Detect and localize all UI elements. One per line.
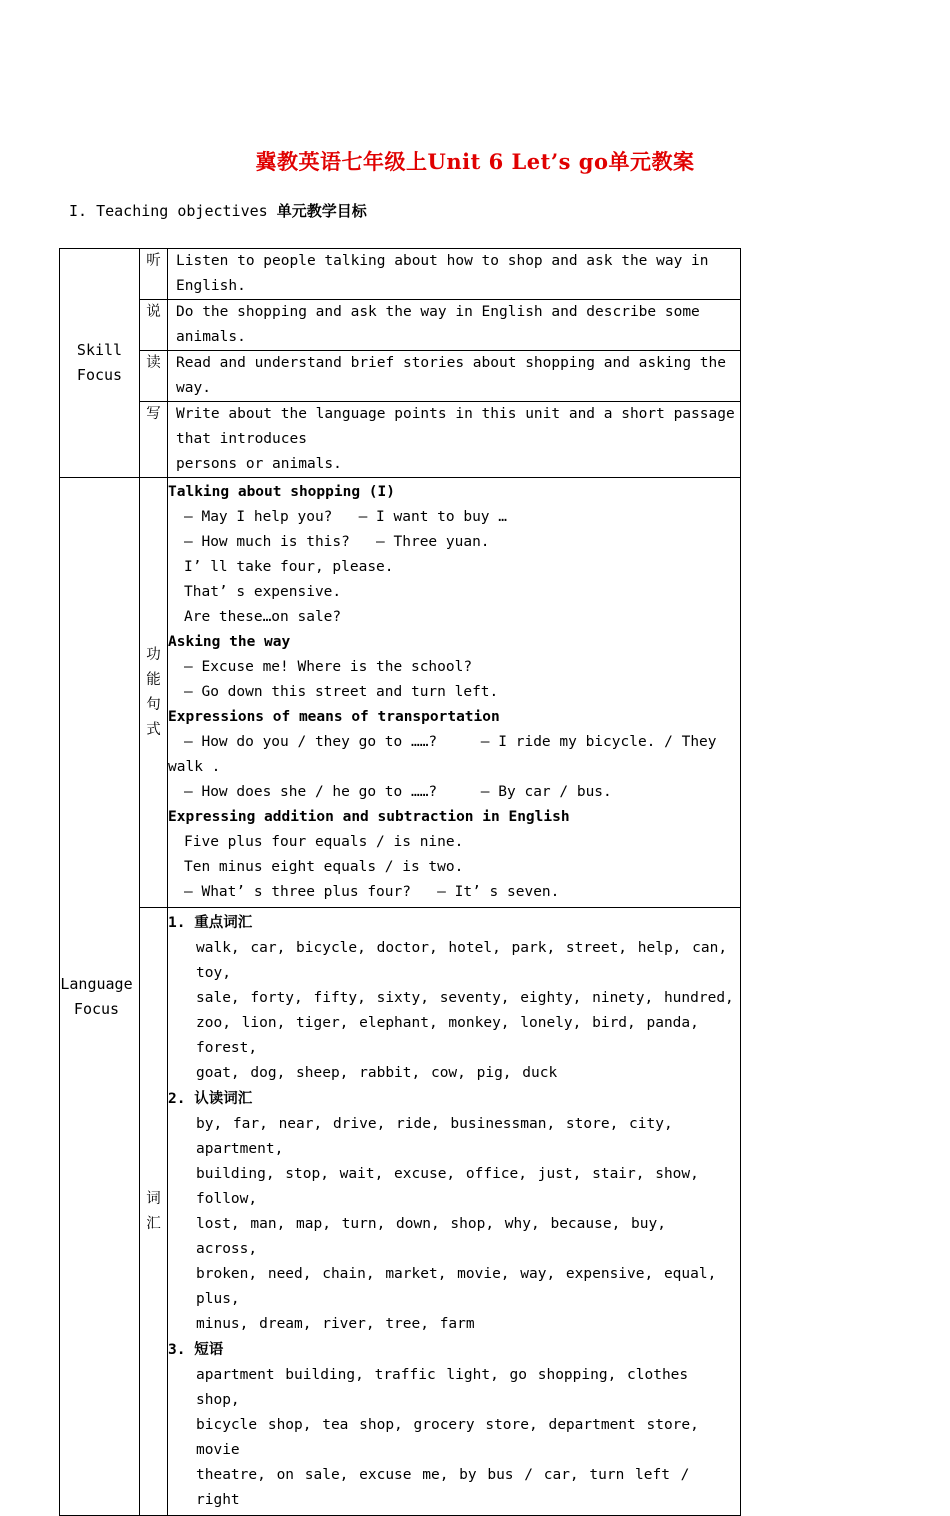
skill-focus-header-line1: Skill [76,341,123,359]
skill-line: persons or animals. [176,456,342,472]
vocab-heading-num: 2. [168,1091,186,1107]
vocab-line: goat, dog, sheep, rabbit, cow, pig, duck [196,1065,558,1081]
vocab-heading-phrases [168,1337,736,1363]
skill-row-read [60,351,741,402]
vocab-heading-num: 1. [168,915,186,931]
functions-item: — How much is this? — Three yuan. [184,534,490,550]
skill-mark-listen: 听 [140,249,168,300]
objectives-table [59,248,741,1516]
functions-item: I’ ll take four, please. [184,559,394,575]
skill-text-write [168,402,741,478]
functions-item: — How does she / he go to ……? — By car / bus. [184,784,612,800]
vocab-line: lost, man, map, turn, down, shop, why, because, buy, across, [196,1216,666,1257]
vocab-line: theatre, on sale, excuse me, by bus / car, turn left / right [196,1467,690,1508]
vocab-content [168,908,741,1516]
skill-row-write [60,402,741,478]
skill-line: Write about the language points in this unit and a short passage [176,406,735,422]
skill-line: English. [176,278,246,294]
vocab-heading-num: 3. [168,1342,186,1358]
document-title: 冀教英语七年级上Unit 6 Let’s go单元教案 [255,149,695,174]
functions-item: Ten minus eight equals / is two. [184,859,464,875]
vocab-line: building, stop, wait, excuse, office, just, stair, show, follow, [196,1166,699,1207]
skill-row-listen [60,249,741,300]
skill-row-speak [60,300,741,351]
functions-mark-char: 能 [146,671,161,688]
vocab-heading-recognize [168,1086,736,1112]
vocab-line: minus, dream, river, tree, farm [196,1316,475,1332]
vocab-line: zoo, lion, tiger, elephant, monkey, lonely, bird, panda, forest, [196,1015,699,1056]
functions-item: — Go down this street and turn left. [184,684,499,700]
language-focus-header [60,478,140,1516]
skill-line: Read and understand brief stories about shopping and asking the [176,355,726,371]
vocab-line: walk, car, bicycle, doctor, hotel, park, street, help, can, toy, [196,940,728,981]
skill-line: animals. [176,329,246,345]
skill-text-read [168,351,741,402]
skill-line: that introduces [176,431,307,447]
vocab-mark-char: 汇 [146,1215,161,1232]
functions-heading-transportation: Expressions of means of transportation [168,709,500,725]
skill-focus-header-line2: Focus [76,366,123,384]
skill-mark-read: 读 [140,351,168,402]
skill-focus-header [60,249,140,478]
functions-item: walk . [168,759,221,775]
language-functions-row [60,478,741,908]
skill-mark-speak: 说 [140,300,168,351]
skill-text-listen [168,249,741,300]
skill-text-speak [168,300,741,351]
skill-line: Listen to people talking about how to shop and ask the way in [176,253,709,269]
vocab-mark-char: 词 [146,1190,161,1207]
section-heading [69,200,367,221]
functions-item: — Excuse me! Where is the school? [184,659,473,675]
vocab-line: broken, need, chain, market, movie, way, expensive, equal, plus, [196,1266,717,1307]
vocab-line: by, far, near, drive, ride, businessman, store, city, apartment, [196,1116,673,1157]
language-focus-header-line2: Focus [73,999,120,1018]
vocab-line: apartment building, traffic light, go shopping, clothes shop, [196,1367,689,1408]
functions-item: Five plus four equals / is nine. [184,834,464,850]
functions-content [168,478,741,908]
section-heading-label: I. Teaching objectives [69,202,277,220]
vocab-heading-text: 短语 [194,1341,224,1358]
vocab-heading-key [168,910,736,936]
functions-heading-arithmetic: Expressing addition and subtraction in English [168,809,570,825]
functions-item: — What’ s three plus four? — It’ s seven. [184,884,560,900]
vocab-line: sale, forty, fifty, sixty, seventy, eighty, ninety, hundred, [196,990,734,1006]
language-vocab-row [60,908,741,1516]
skill-mark-write: 写 [140,402,168,478]
skill-line: Do the shopping and ask the way in English and describe some [176,304,700,320]
vocab-heading-text: 认读词汇 [194,1090,253,1107]
functions-mark-char: 功 [146,646,161,663]
section-heading-label-cn: 单元教学目标 [276,202,367,220]
functions-mark-char: 句 [146,696,161,713]
vocab-mark [140,908,168,1516]
functions-item: Are these…on sale? [184,609,342,625]
skill-line: way. [176,380,211,396]
vocab-heading-text: 重点词汇 [194,914,253,931]
vocab-line: bicycle shop, tea shop, grocery store, department store, movie [196,1417,699,1458]
functions-mark [140,478,168,908]
functions-item: — How do you / they go to ……? — I ride my bicycle. / They [184,734,717,750]
functions-heading-shopping: Talking about shopping (I) [168,484,395,500]
functions-heading-asking-way: Asking the way [168,634,291,650]
language-focus-header-line1: Language [60,974,133,993]
functions-item: — May I help you? — I want to buy … [184,509,508,525]
functions-item: That’ s expensive. [184,584,342,600]
functions-mark-char: 式 [146,721,161,738]
